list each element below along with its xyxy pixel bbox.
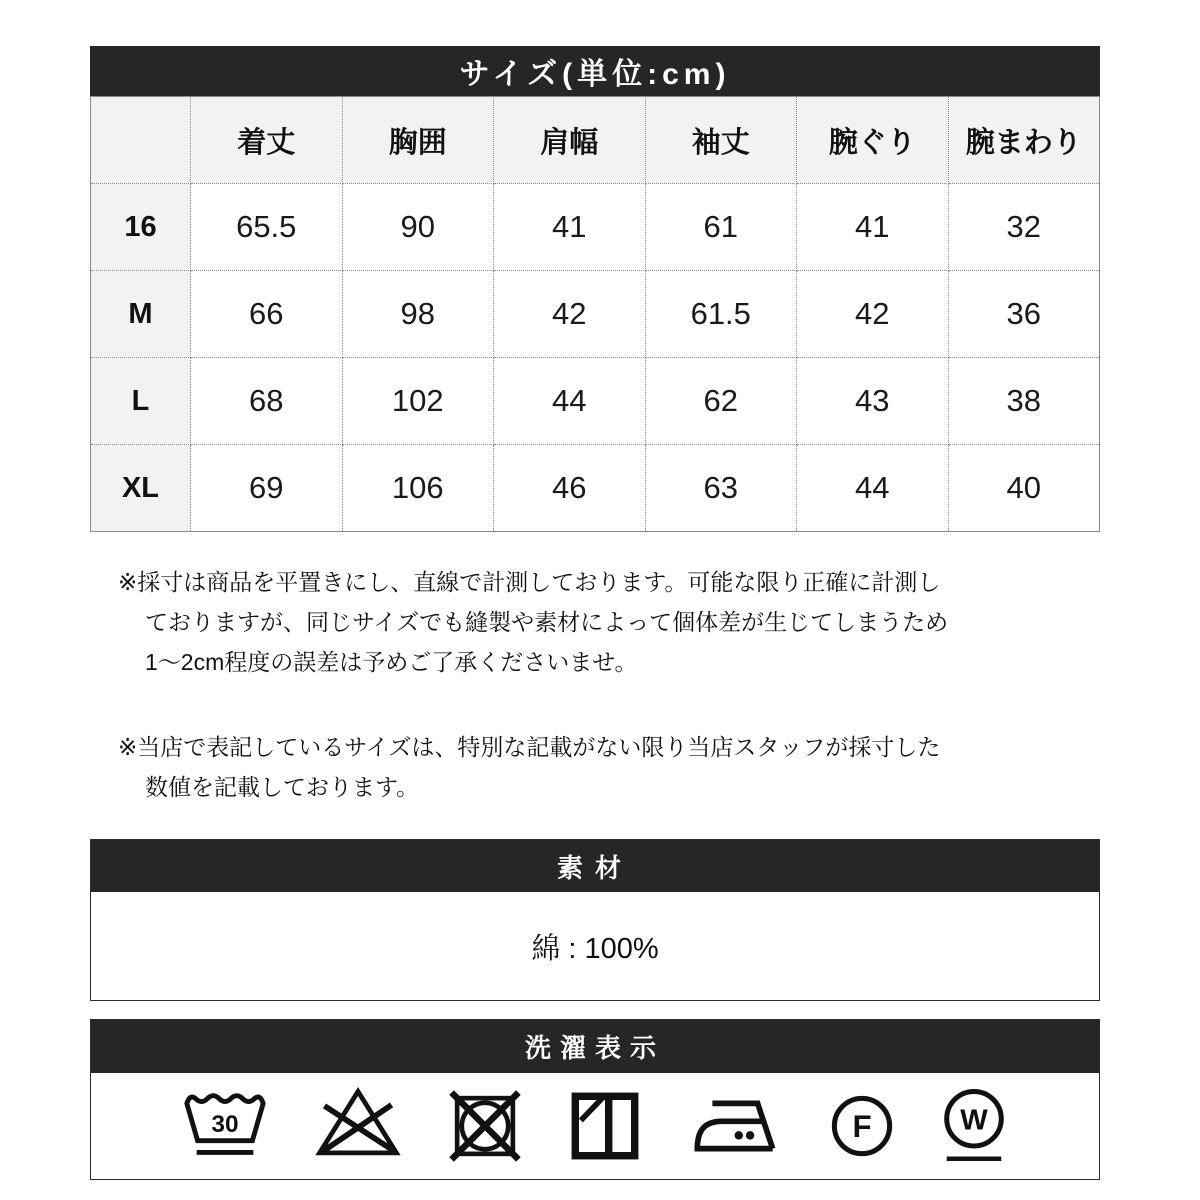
note-line: 数値を記載しております。 [145, 774, 420, 800]
size-table-header-row [91, 97, 1100, 184]
size-value-cell: 41 [797, 184, 949, 271]
care-section-header [91, 1020, 1099, 1073]
size-value-cell: 44 [797, 445, 949, 532]
hang-dry-in-shade-icon [566, 1087, 644, 1165]
size-value-cell: 42 [797, 271, 949, 358]
size-table-row [91, 445, 1100, 532]
dry-clean-petroleum-icon [827, 1091, 897, 1161]
wet-clean-gentle-icon [939, 1086, 1009, 1166]
size-column-header: 胸囲 [342, 97, 494, 184]
material-value: 綿 : 100% [531, 932, 659, 965]
dry-clean-letter: F [851, 1109, 872, 1145]
size-value-cell: 61.5 [645, 271, 797, 358]
do-not-bleach-icon [312, 1085, 404, 1167]
size-column-header: 着丈 [191, 97, 343, 184]
size-value-cell: 38 [948, 358, 1100, 445]
note-line: ※当店で表記しているサイズは、特別な記載がない限り当店スタッフが採寸した [118, 734, 941, 760]
size-column-header: 肩幅 [494, 97, 646, 184]
size-value-cell: 106 [342, 445, 494, 532]
size-value-cell: 68 [191, 358, 343, 445]
size-value-cell: 40 [948, 445, 1100, 532]
size-row-label: XL [91, 445, 191, 532]
size-section-title: サイズ(単位:cm) [459, 58, 731, 91]
wash-temp-label: 30 [211, 1110, 239, 1138]
size-column-header: 袖丈 [645, 97, 797, 184]
size-value-cell: 65.5 [191, 184, 343, 271]
iron-medium-heat-icon [686, 1092, 784, 1160]
sizing-staff-note [90, 727, 1100, 807]
size-value-cell: 63 [645, 445, 797, 532]
size-table-corner-cell [91, 97, 191, 184]
size-value-cell: 43 [797, 358, 949, 445]
material-section [90, 839, 1100, 1001]
size-value-cell: 90 [342, 184, 494, 271]
size-value-cell: 42 [494, 271, 646, 358]
size-value-cell: 44 [494, 358, 646, 445]
material-section-header [91, 840, 1099, 892]
note-line: ておりますが、同じサイズでも縫製や素材によって個体差が生じてしまうため [145, 609, 949, 635]
size-value-cell: 36 [948, 271, 1100, 358]
care-section-title: 洗濯表示 [524, 1033, 665, 1063]
size-column-header: 腕ぐり [797, 97, 949, 184]
wet-clean-letter: W [960, 1104, 988, 1137]
size-value-cell: 69 [191, 445, 343, 532]
size-row-label: L [91, 358, 191, 445]
note-line: 1〜2cm程度の誤差は予めご了承くださいませ。 [145, 649, 638, 675]
size-section-header [90, 46, 1100, 96]
size-value-cell: 41 [494, 184, 646, 271]
size-value-cell: 46 [494, 445, 646, 532]
size-row-label: M [91, 271, 191, 358]
size-table [90, 96, 1100, 532]
material-section-title: 素材 [556, 852, 633, 883]
size-value-cell: 98 [342, 271, 494, 358]
size-value-cell: 66 [191, 271, 343, 358]
product-spec-page [90, 0, 1100, 1180]
size-table-row [91, 358, 1100, 445]
size-value-cell: 62 [645, 358, 797, 445]
wash-30-gentle-icon [181, 1087, 269, 1165]
size-table-row [91, 271, 1100, 358]
size-row-label: 16 [91, 184, 191, 271]
size-value-cell: 32 [948, 184, 1100, 271]
size-column-header: 腕まわり [948, 97, 1100, 184]
size-value-cell: 61 [645, 184, 797, 271]
do-not-tumble-dry-icon [446, 1087, 524, 1165]
care-section [90, 1019, 1100, 1180]
size-value-cell: 102 [342, 358, 494, 445]
measurement-note [90, 562, 1100, 682]
size-table-row [91, 184, 1100, 271]
material-body [91, 892, 1099, 1000]
note-line: ※採寸は商品を平置きにし、直線で計測しております。可能な限り正確に計測し [118, 569, 941, 595]
care-symbols-row [91, 1073, 1099, 1179]
